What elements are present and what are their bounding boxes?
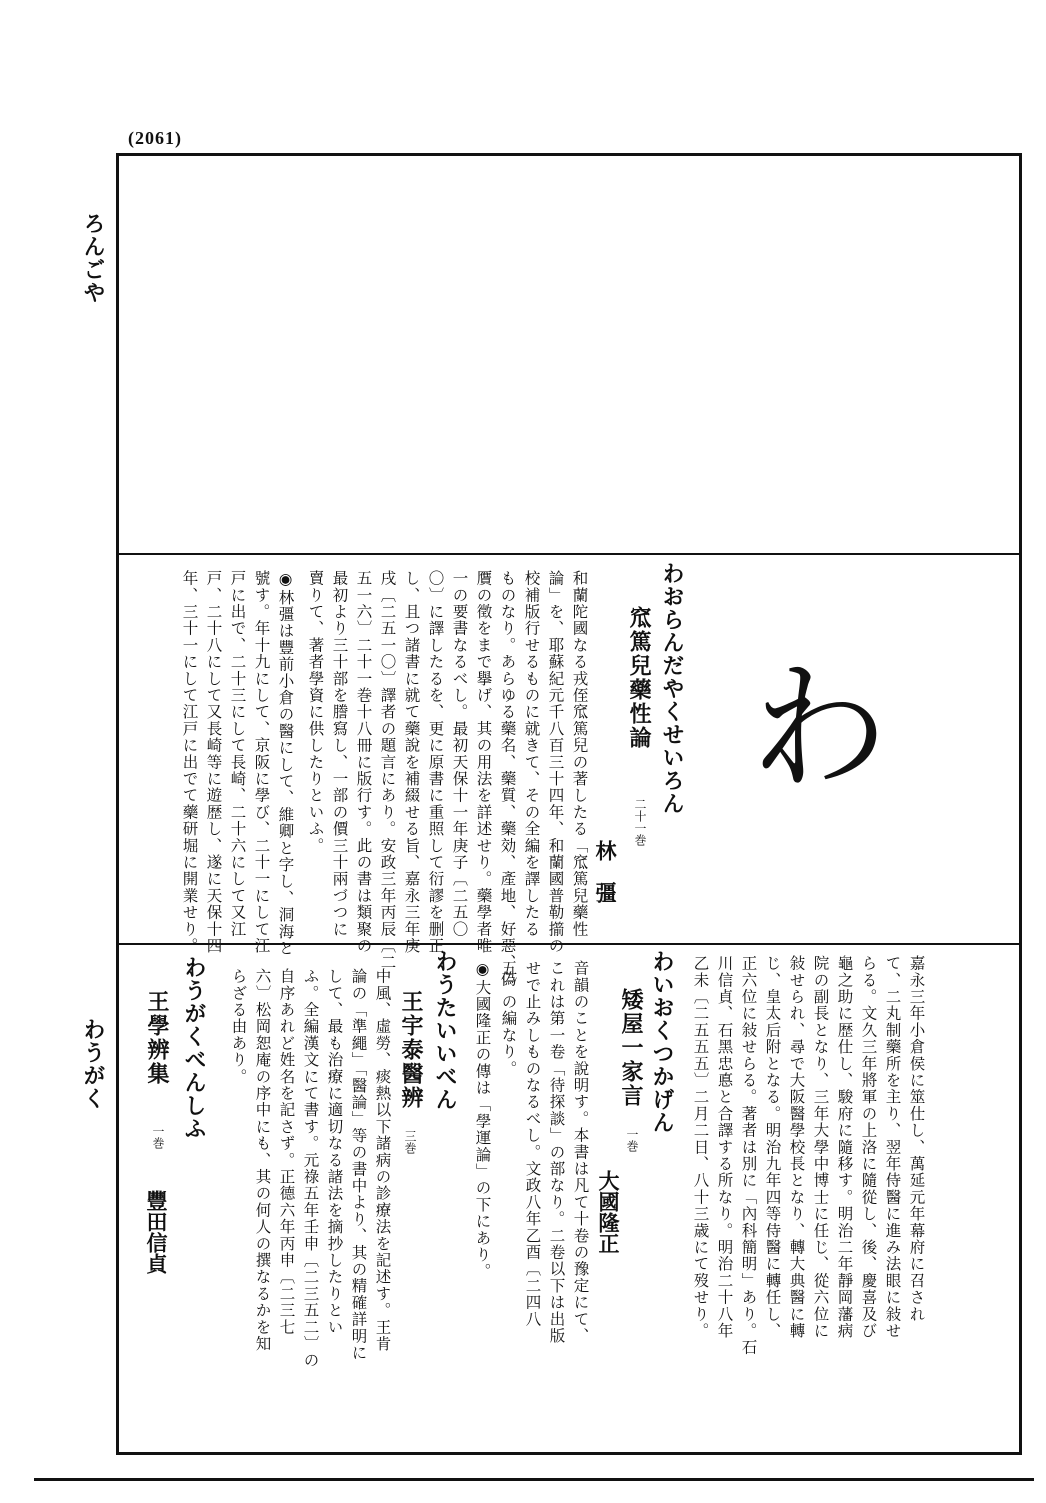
continuation-line: 正六位に敍せらる。著者は別に「內科簡明」あり。石: [739, 955, 758, 1356]
waoranda-line: 贋の徵をまで擧げ、其の用法を詳述せり。藥學者唯: [474, 570, 493, 955]
wautai-line: して、最も治療に適切なる諸法を摘抄したりとい: [325, 968, 344, 1336]
entry-waikutsu-head: わいおくつかげん: [649, 950, 675, 1134]
wautai-line: 六〕松岡恕庵の序中にも、其の何人の撰なるかを知: [253, 968, 272, 1353]
waoranda-line: ものなり。あらゆる藥名、藥質、藥効、產地、好惡、偽: [498, 570, 517, 988]
continuation-line: 院の副長となり、三年大學中博士に任じ、從六位に: [811, 955, 830, 1340]
waoranda-line: 賣りて、著者學資に供したりといふ。: [306, 570, 325, 854]
waikutsu-line: これは第一卷「待探談」の部なり。二卷以下は出版: [547, 960, 566, 1345]
upper-divider: [118, 553, 1020, 555]
wautai-line: 中風、虛勞、痰熱以下諸病の診療法を記述す。王肯: [373, 968, 392, 1353]
continuation-line: て、二丸制藥所を主り、翌年侍醫に進み法眼に敍せ: [883, 955, 902, 1340]
waoranda-line: 戌〔二五一〇〕譯者の題言にあり。安政三年丙辰〔二: [378, 570, 397, 971]
entry-waikutsu-title: 矮屋一家言: [618, 988, 644, 1108]
entry-waikutsu-volumes: 一巻: [625, 1128, 639, 1152]
waoranda-line: 戸、二十八にして又長崎等に遊歴し、遂に天保十四: [204, 570, 223, 955]
waoranda-line: 論」を、耶蘇紀元千八百三十四年、和蘭國普勒擶の: [546, 570, 565, 955]
waikutsu-line: 音韻のことを說明す。本書は凡て十卷の豫定にて、: [571, 960, 590, 1345]
entry-waoranda-head: わおらんだやくせいろん: [659, 562, 685, 815]
waoranda-line: 校補版行せるものに就きて、その全編を譯したる: [522, 570, 541, 938]
entry-wautai-volumes: 三巻: [403, 1130, 417, 1154]
waoranda-line: 年、三十一にして江戸に出でて藥研堀に開業せり。: [180, 570, 199, 955]
entry-waugaku-volumes: 一巻: [151, 1125, 165, 1149]
continuation-line: 乙未〔二五五五〕二月二日、八十三歳にて歿せり。: [691, 955, 710, 1340]
entry-waugaku-title: 王學辨集: [144, 990, 170, 1086]
waoranda-line: 五一六〕二十一巻十八冊に版行す。此の書は類聚の: [354, 570, 373, 955]
entry-wautai-head: わうたいいべん: [432, 950, 458, 1111]
entry-waoranda-title: 窊篤兒藥性論: [626, 606, 652, 750]
wautai-line: らざる由あり。: [229, 968, 248, 1085]
entry-waikutsu-author: 大國隆正: [596, 1170, 621, 1254]
wautai-line: 自序あれど姓名を記さず。正德六年丙申〔二三七: [277, 968, 296, 1336]
waoranda-line: 最初より三十部を謄寫し、一部の價三十兩づつに: [330, 570, 349, 938]
continuation-line: らる。文久三年將軍の上洛に隨從し、後、慶喜及び: [859, 955, 878, 1340]
running-head-top: ろんごや: [80, 212, 106, 304]
waikutsu-line: 五〕の編なり。: [499, 960, 518, 1077]
continuation-line: 龜之助に歴仕し、駿府に隨移す。明治二年靜岡藩病: [835, 955, 854, 1340]
section-character: わ: [750, 648, 889, 809]
entry-waugaku-author: 豐田信貞: [144, 1190, 169, 1274]
waoranda-line: 號す。年十九にして、京阪に學び、二十一にして江: [252, 570, 271, 955]
continuation-line: 敍せられ、尋で大阪醫學校長となり、轉大典醫に轉: [787, 955, 806, 1340]
entry-waoranda-volumes: 二十一巻: [633, 798, 647, 846]
wautai-line: 論の「準繩」「醫論」等の書中より、其の精確詳明に: [349, 968, 368, 1362]
waikutsu-line: せで止みしものなるべし。文政八年乙酉〔二四八: [523, 960, 542, 1328]
running-head-bottom: わうがく: [80, 1018, 106, 1110]
page-number: (2061): [128, 128, 182, 148]
waoranda-line: ◉林彊は豐前小倉の醫にして、維卿と字し、洞海と: [276, 570, 295, 957]
continuation-line: 川信貞、石黑忠悳と合譯する所なり。明治二十八年: [715, 955, 734, 1340]
entry-wautai-title: 王宇泰醫辨: [398, 990, 424, 1110]
waoranda-line: 和蘭陀國なる戎侄窊篤兒の著したる「窊篤兒藥性: [570, 570, 589, 938]
continuation-line: じ、皇太后附となる。明治九年四等侍醫に轉任し、: [763, 955, 782, 1340]
waoranda-line: 戸に出で、二十三にして長崎、二十六にして又江: [228, 570, 247, 938]
waikutsu-line: ◉大國隆正の傳は「學運論」の下にあり。: [473, 960, 492, 1280]
continuation-line: 嘉永三年小倉侯に筮仕し、萬延元年幕府に召され: [907, 955, 926, 1323]
bottom-rule: [34, 1478, 1034, 1481]
wautai-line: ふ。全編漢文にて書す。元祿五年壬申〔二三五二〕の: [301, 968, 320, 1369]
entry-waugaku-head: わうがくべんしふ: [181, 956, 207, 1140]
entry-waoranda-author: 林 彊: [593, 840, 618, 903]
waoranda-line: 〇〕に譯したるを、更に原書に重照して衍謬を删正: [426, 570, 445, 955]
waoranda-line: し、且つ諸書に就て藥說を補綴せる旨、嘉永三年庚: [402, 570, 421, 955]
waoranda-line: 一の要書なるべし。最初天保十一年庚子〔二五〇: [450, 570, 469, 938]
